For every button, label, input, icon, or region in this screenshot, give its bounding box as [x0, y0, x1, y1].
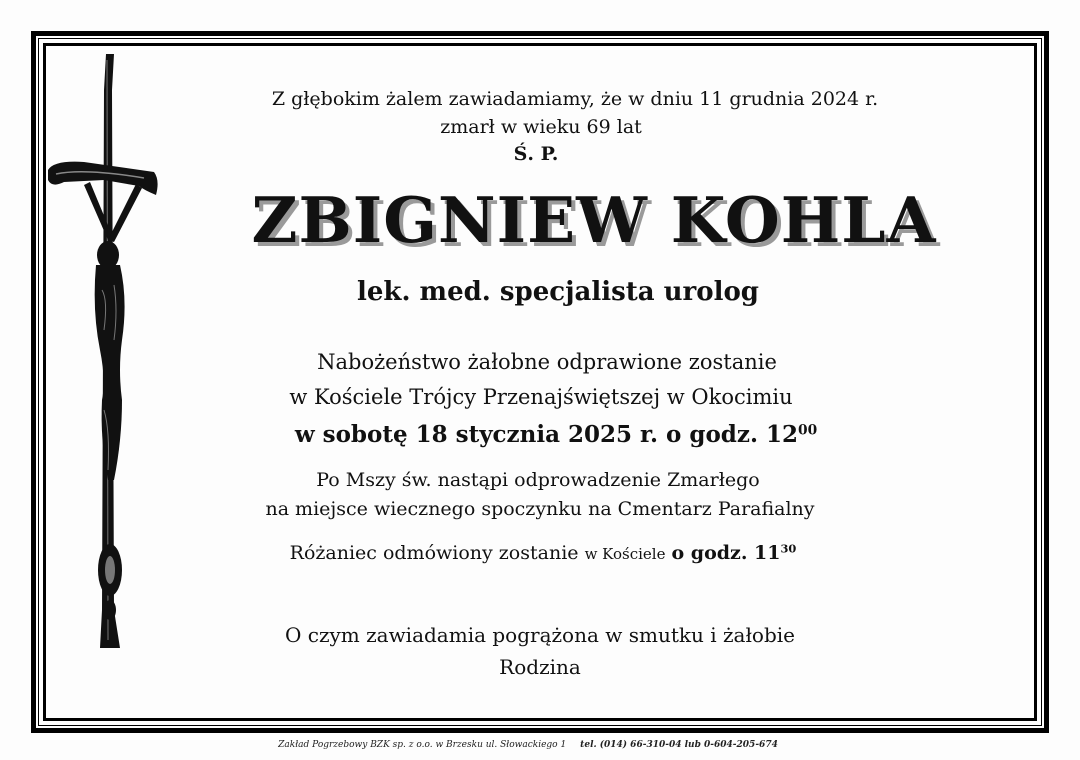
footer — [278, 740, 778, 750]
mass-minutes: 00 — [797, 422, 818, 439]
crucifix-icon — [44, 50, 159, 650]
closing-line-1: O czym zawiadamia pogrążona w smutku i żałobie — [284, 623, 796, 647]
closing-line-2: Rodzina — [499, 655, 581, 679]
profession: lek. med. specjalista urolog — [357, 277, 759, 307]
deceased-name: ZBIGNIEW KOHLA — [251, 183, 937, 257]
rosary-minutes: 30 — [780, 541, 797, 556]
after-line-2: na miejsce wiecznego spoczynku na Cmentarz Parafialny — [265, 498, 815, 520]
rosary-part-2: w Kościele — [584, 545, 666, 563]
rosary-part-1: Różaniec odmówiony zostanie — [289, 542, 579, 564]
intro-line-1: Z głębokim żalem zawiadamiamy, że w dniu 11 grudnia 2024 r. — [271, 88, 879, 110]
mass-date — [295, 421, 817, 448]
rosary-line — [290, 542, 797, 564]
honorific: Ś. P. — [513, 143, 559, 165]
intro-line-2: zmarł w wieku 69 lat — [440, 116, 642, 138]
mass-line-1: Nabożeństwo żałobne odprawione zostanie — [317, 350, 777, 374]
after-line-1: Po Mszy św. nastąpi odprowadzenie Zmarłego — [316, 469, 760, 491]
mass-date-text: w sobotę 18 stycznia 2025 r. o godz. 12 — [294, 421, 798, 448]
footer-company: Zakład Pogrzebowy BZK sp. z o.o. w Brzesku ul. Słowackiego 1 — [278, 740, 567, 750]
footer-phone: tel. (014) 66-310-04 lub 0-604-205-674 — [580, 740, 778, 750]
mass-line-2: w Kościele Trójcy Przenajświętszej w Okocimiu — [289, 385, 793, 409]
rosary-time: o godz. 11 — [671, 542, 781, 564]
